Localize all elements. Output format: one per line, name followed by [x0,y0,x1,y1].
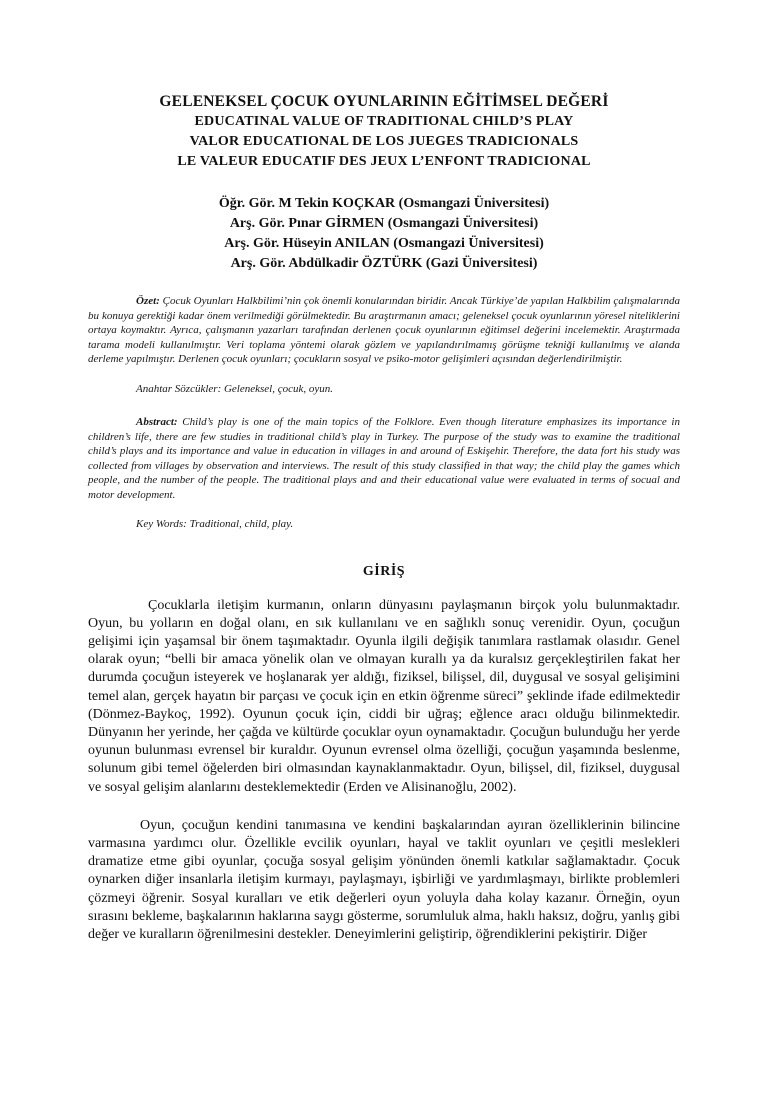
key-words: Key Words: Traditional, child, play. [136,518,294,530]
ozet-label: Özet: [136,295,160,307]
author-4: Arş. Gör. Abdülkadir ÖZTÜRK (Gazi Üniversitesi) [230,256,538,271]
abstract-text: Child’s play is one of the main topics of the Folklore. Even though literature emphasizes its importance in children’s life, there are few studies in traditional child’s play in Turkey. The purpose of the study was to examine the traditional child’s plays and its importance and value in education in villages in and around of Eskişehir. Therefore, the data fort his study was collected from villages by observation and interviews. The result of this study classified in that way; the child play the games which people, and the number of the people. The traditional plays and and their educational value were evaluated in terms of socual and motor development. [88,416,680,501]
title-french: LE VALEUR EDUCATIF DES JEUX L’ENFONT TRADICIONAL [177,154,591,169]
section-heading: GİRİŞ [362,563,406,579]
document-page [0,92,768,1116]
title-block [88,92,680,172]
author-list [88,194,680,274]
abstract-label: Abstract: [136,416,178,428]
body-paragraph-2: Oyun, çocuğun kendini tanımasına ve kendini başkalarından ayıran özelliklerinin bilincine varmasına yardımcı olur. Özellikle evcilik oyunları, hayal ve taklit oyunları ve çeşitli meslekleri dramatize etme gibi oyunlar, çocuğa sosyal gelişim yönünden önemli katkılar sağlamaktadır. Çocuk oynarken diğer insanlarla iletişim kurmayı, paylaşmayı, işbirliği ve yardımlaşmayı, birlikte problemleri çözmeyi öğrenir. Sosyal kuralları ve etik değerleri oyun yoluyla daha kolay kazanır. Örneğin, oyun sırasını bekleme, başkalarının haklarına saygı gösterme, sorumluluk alma, haklı haksız, doğru, yanlış gibi değer ve kuralların öğrenilmesini destekler. Deneyimlerini geliştirip, öğrendiklerini pekiştirir. Diğer [88,817,680,942]
title-english: EDUCATINAL VALUE OF TRADITIONAL CHILD’S PLAY [194,114,574,129]
ozet-paragraph [88,294,680,367]
body-paragraph-1: Çocuklarla iletişim kurmanın, onların dünyasını paylaşmanın birçok yolu bulunmaktadır. Oyun, bu yolların en doğal olanı, en sık kullanılanı ve en sağlıklı sonuç verenidir. Oyun, çocuğun gelişimi için yaşamsal bir önem taşımaktadır. Oyunla ilgili değişik tanımlara rastlamak olasıdır. Genel olarak oyun; “belli bir amaca yönelik olan ve olmayan kurallı ya da kuralsız gerçekleştirilen fakat her durumda çocuğun isteyerek ve hoşlanarak yer aldığı, fiziksel, bilişsel, dil, duygusal ve sosyal gelişimini temel alan, gerçek hayatın bir parçası ve çocuk için en etkin öğrenme süreci” şeklinde ifade edilmektedir (Dönmez-Baykoç, 1992). Oyunun çocuk için, ciddi bir uğraş; eğlence aracı olduğu bilinmektedir. Dünyanın her yerinde, her çağda ve kültürde çocuklar oyun oynamaktadır. Çocuğun bulunduğu her yerde oyunun bulunması evrensel bir kuraldır. Oyunun evrensel olma özelliği, çocuğun yaşamında beslenme, solunum gibi temel öğelerden biri olmasından kaynaklanmaktadır. Oyun, bilişsel, dil, fiziksel, duygusal ve sosyal gelişim alanlarını desteklemektedir (Erden ve Alisinanoğlu, 2002). [88,597,680,795]
abstract-section [88,294,680,532]
title-turkish: GELENEKSEL ÇOCUK OYUNLARININ EĞİTİMSEL DEĞERİ [159,93,609,110]
ozet-text: Çocuk Oyunları Halkbilimi’nin çok önemli konularından biridir. Ancak Türkiye’de yapılan Halkbilim çalışmalarında bu konuya gerektiği kadar önem verilmediği görülmektedir. Bu araştırmanın amacı; geleneksel çocuk oyunlarının yöresel niteliklerini ortaya koymaktır. Ayrıca, çalışmanın yazarları tarafından derlenen çocuk oyunlarının eğitimsel değerini incelemektir. Araştırmada tarama modeli kullanılmıştır. Veri toplama yöntemi olarak gözlem ve yapılandırılmamış görüşme tekniği kullanılmış ve alanda derleme yapılmıştır. Derlenen çocuk oyunları; çocukların sosyal ve psiko-motor gelişimleri açısından değerlendirilmiştir. [88,295,680,365]
author-2: Arş. Gör. Pınar GİRMEN (Osmangazi Üniversitesi) [229,216,539,231]
anahtar-sozcukler: Anahtar Sözcükler: Geleneksel, çocuk, oyun. [136,382,334,395]
abstract-paragraph [88,415,680,502]
title-spanish: VALOR EDUCATIONAL DE LOS JUEGES TRADICIONALS [189,134,579,149]
author-1: Öğr. Gör. M Tekin KOÇKAR (Osmangazi Üniversitesi) [218,196,550,211]
author-3: Arş. Gör. Hüseyin ANILAN (Osmangazi Üniversitesi) [224,236,544,251]
body-text [88,597,680,945]
